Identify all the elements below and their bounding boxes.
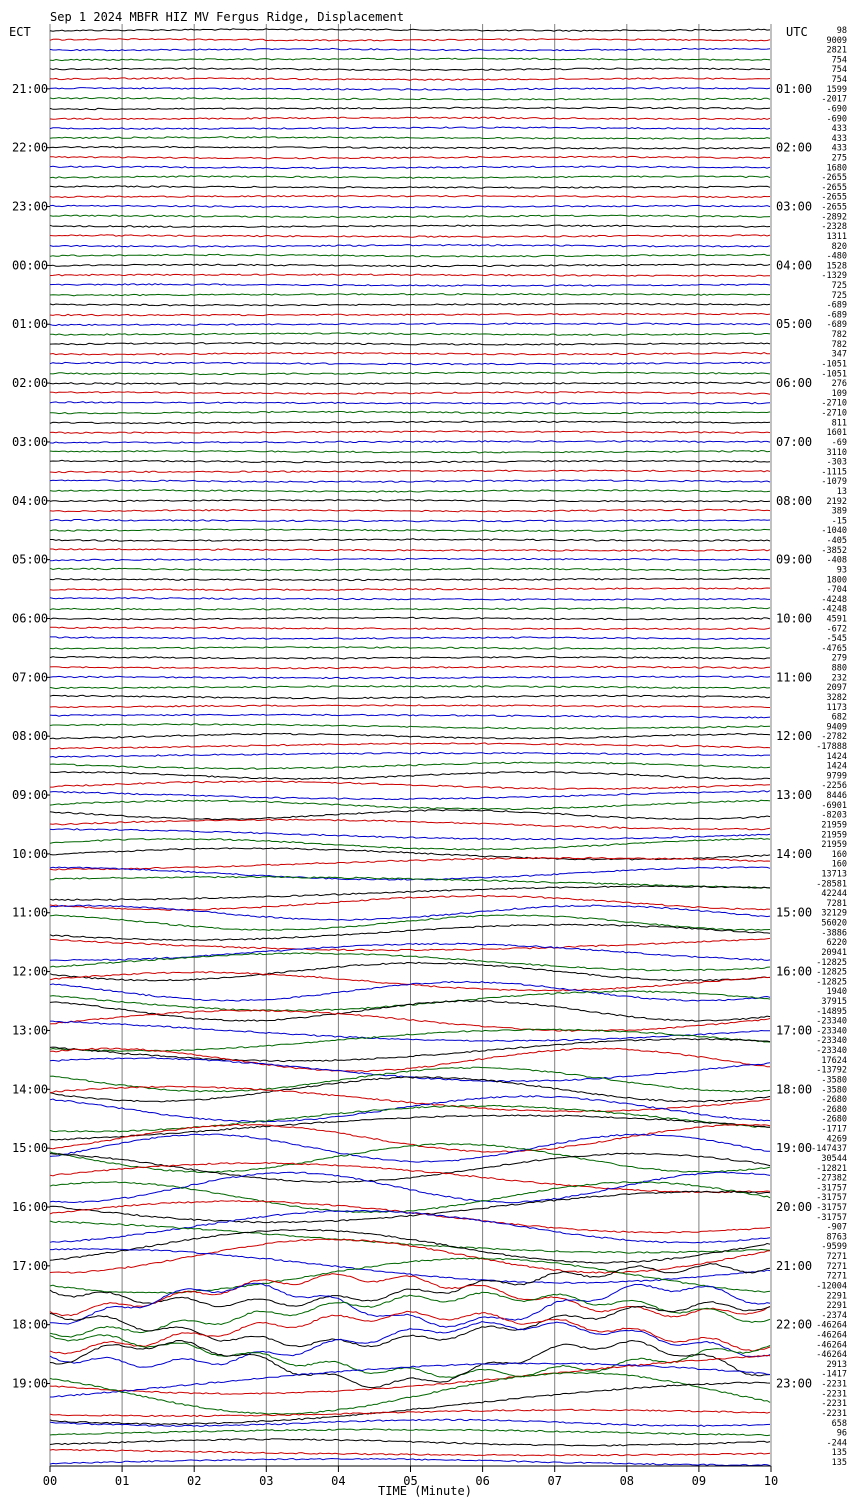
trace-scale-label: 433 xyxy=(831,124,847,135)
trace-scale-label: -12004 xyxy=(816,1281,847,1292)
left-hour-label: 06:00 xyxy=(12,611,49,626)
trace-scale-label: 725 xyxy=(831,281,847,292)
right-hour-label: 04:00 xyxy=(776,258,813,273)
trace-scale-label: -13792 xyxy=(816,1065,847,1076)
trace-scale-label: 275 xyxy=(831,153,847,164)
trace-scale-label: -2655 xyxy=(821,192,847,203)
trace-scale-label: 279 xyxy=(831,653,847,664)
trace-scale-label: -2655 xyxy=(821,182,847,193)
trace-scale-label: 9009 xyxy=(826,35,847,46)
trace-scale-label: 1680 xyxy=(826,163,847,174)
trace-scale-label: 682 xyxy=(831,712,847,723)
trace-scale-label: -9599 xyxy=(821,1242,847,1253)
trace-scale-label: -408 xyxy=(826,555,847,566)
trace-scale-label: -12825 xyxy=(816,977,847,988)
trace-scale-label: 754 xyxy=(831,75,847,86)
trace-scale-label: -2680 xyxy=(821,1095,847,1106)
trace-scale-label: -2017 xyxy=(821,94,847,105)
right-hour-label: 16:00 xyxy=(776,964,813,979)
trace-scale-label: 56020 xyxy=(821,918,847,929)
x-tick-label: 04 xyxy=(331,1474,346,1488)
right-hour-label: 09:00 xyxy=(776,552,813,567)
trace-scale-label: 1800 xyxy=(826,575,847,586)
trace-scale-label: 160 xyxy=(831,859,847,870)
left-hour-label: 18:00 xyxy=(12,1317,49,1332)
x-axis-title: TIME (Minute) xyxy=(378,1484,472,1498)
trace-scale-label: -8203 xyxy=(821,810,847,821)
trace-scale-label: -23340 xyxy=(816,1046,847,1057)
trace-scale-label: 276 xyxy=(831,379,847,390)
trace-scale-label: 820 xyxy=(831,241,847,252)
trace-scale-label: 9799 xyxy=(826,771,847,782)
trace-scale-label: 754 xyxy=(831,65,847,76)
trace-scale-label: 3282 xyxy=(826,692,847,703)
trace-scale-label: 1601 xyxy=(826,428,847,439)
left-hour-label: 22:00 xyxy=(12,140,49,155)
trace-scale-label: -46264 xyxy=(816,1320,847,1331)
left-hour-label: 17:00 xyxy=(12,1258,49,1273)
right-hour-label: 18:00 xyxy=(776,1082,813,1097)
right-hour-label: 08:00 xyxy=(776,493,813,508)
trace-scale-label: -689 xyxy=(826,310,847,321)
trace-scale-label: 135 xyxy=(831,1458,847,1468)
trace-scale-label: 4269 xyxy=(826,1134,847,1145)
trace-scale-label: -46264 xyxy=(816,1340,847,1351)
trace-scale-label: -689 xyxy=(826,300,847,311)
right-hour-label: 23:00 xyxy=(776,1376,813,1391)
right-hour-label: 15:00 xyxy=(776,905,813,920)
x-tick-label: 00 xyxy=(42,1474,58,1488)
trace-scale-label: 42244 xyxy=(821,889,847,900)
trace-scale-label: -46264 xyxy=(816,1330,847,1341)
trace-scale-label: 2097 xyxy=(826,683,847,694)
trace-scale-label: -23340 xyxy=(816,1026,847,1037)
right-hour-label: 21:00 xyxy=(776,1258,813,1273)
x-tick-label: 10 xyxy=(763,1474,779,1488)
trace-scale-label: 13713 xyxy=(821,869,847,880)
trace-scale-label: -2231 xyxy=(821,1408,847,1419)
trace-scale-label: 32129 xyxy=(821,908,847,919)
trace-scale-label: -689 xyxy=(826,320,847,331)
x-tick-label: 06 xyxy=(475,1474,490,1488)
trace-scale-label: 880 xyxy=(831,663,847,674)
left-hour-label: 16:00 xyxy=(12,1199,49,1214)
trace-scale-label: -545 xyxy=(826,634,847,645)
right-timezone-label: UTC xyxy=(786,25,808,39)
trace-scale-label: 7271 xyxy=(826,1271,847,1282)
right-hour-label: 13:00 xyxy=(776,788,813,803)
trace-scale-label: -2680 xyxy=(821,1104,847,1115)
left-hour-label: 19:00 xyxy=(12,1376,49,1391)
trace-scale-label: -907 xyxy=(826,1222,847,1233)
trace-scale-label: -1079 xyxy=(821,477,847,488)
trace-scale-label: 725 xyxy=(831,290,847,301)
trace-scale-label: -303 xyxy=(826,457,847,468)
right-hour-label: 22:00 xyxy=(776,1317,813,1332)
trace-scale-label: -2710 xyxy=(821,398,847,409)
left-hour-label: 03:00 xyxy=(12,434,49,449)
trace-scale-label: -1051 xyxy=(821,359,847,370)
trace-scale-label: -31757 xyxy=(816,1212,847,1223)
trace-scale-label: -1717 xyxy=(821,1124,847,1135)
trace-scale-label: 2913 xyxy=(826,1359,847,1370)
trace-scale-label: 389 xyxy=(831,506,847,517)
trace-scale-label: -31757 xyxy=(816,1202,847,1213)
trace-scale-label: 7281 xyxy=(826,898,847,909)
chart-title: Sep 1 2024 MBFR HIZ MV Fergus Ridge, Displacement xyxy=(50,10,405,24)
left-hour-label: 00:00 xyxy=(12,258,49,273)
x-tick-label: 05 xyxy=(403,1474,418,1488)
trace-scale-label: 9409 xyxy=(826,722,847,733)
trace-scale-label: 782 xyxy=(831,339,847,350)
trace-scale-label: 20941 xyxy=(821,947,847,958)
trace-scale-label: 1173 xyxy=(826,702,847,713)
left-hour-label: 11:00 xyxy=(12,905,49,920)
trace-scale-label: -3580 xyxy=(821,1075,847,1086)
trace-scale-label: -23340 xyxy=(816,1016,847,1027)
trace-scale-label: 21959 xyxy=(821,840,847,851)
trace-scale-label: 17624 xyxy=(821,1055,847,1066)
right-hour-label: 05:00 xyxy=(776,317,813,332)
trace-scale-label: -6901 xyxy=(821,800,847,811)
trace-scale-label: 2821 xyxy=(826,45,847,56)
right-hour-label: 19:00 xyxy=(776,1141,813,1156)
trace-scale-label: -2328 xyxy=(821,222,847,233)
trace-scale-label: 109 xyxy=(831,388,847,399)
trace-scale-label: 811 xyxy=(831,418,847,429)
x-tick-label: 03 xyxy=(259,1474,274,1488)
right-hour-label: 06:00 xyxy=(776,376,813,391)
trace-scale-label: -147437 xyxy=(811,1144,847,1155)
left-hour-label: 10:00 xyxy=(12,846,49,861)
trace-scale-label: -69 xyxy=(831,437,847,448)
trace-scale-label: -27382 xyxy=(816,1173,847,1184)
trace-scale-label: -2680 xyxy=(821,1114,847,1125)
trace-scale-label: -2655 xyxy=(821,173,847,184)
left-hour-label: 04:00 xyxy=(12,493,49,508)
left-hour-label: 09:00 xyxy=(12,788,49,803)
left-hour-label: 15:00 xyxy=(12,1141,49,1156)
trace-scale-label: -4248 xyxy=(821,604,847,615)
left-hour-label: 08:00 xyxy=(12,729,49,744)
x-tick-label: 08 xyxy=(619,1474,635,1488)
trace-scale-label: -3886 xyxy=(821,928,847,939)
right-hour-label: 17:00 xyxy=(776,1023,813,1038)
x-tick-label: 01 xyxy=(114,1474,130,1488)
trace-scale-label: -14895 xyxy=(816,1006,847,1017)
trace-scale-label: 21959 xyxy=(821,830,847,841)
trace-scale-label: -12821 xyxy=(816,1163,847,1174)
left-hour-label: 01:00 xyxy=(12,317,49,332)
trace-scale-label: 2291 xyxy=(826,1301,847,1312)
trace-scale-label: 1528 xyxy=(826,261,847,272)
trace-scale-label: 347 xyxy=(831,349,847,360)
trace-scale-label: -3852 xyxy=(821,545,847,556)
trace-scale-label: 1424 xyxy=(826,751,847,762)
right-hour-label: 12:00 xyxy=(776,729,813,744)
trace-scale-label: 21959 xyxy=(821,820,847,831)
trace-scale-label: -1115 xyxy=(821,467,847,478)
right-hour-label: 03:00 xyxy=(776,199,813,214)
left-hour-label: 14:00 xyxy=(12,1082,49,1097)
right-hour-label: 01:00 xyxy=(776,81,813,96)
trace-scale-label: 93 xyxy=(836,565,847,576)
trace-scale-label: 3110 xyxy=(826,447,847,458)
trace-scale-label: -3580 xyxy=(821,1085,847,1096)
trace-scale-label: 433 xyxy=(831,133,847,144)
trace-scale-label: 30544 xyxy=(821,1153,847,1164)
trace-scale-label: 160 xyxy=(831,849,847,860)
trace-scale-label: 2291 xyxy=(826,1291,847,1302)
right-hour-label: 14:00 xyxy=(776,846,813,861)
trace-scale-label: 7271 xyxy=(826,1261,847,1272)
trace-scale-label: 232 xyxy=(831,673,847,684)
trace-scale-label: -17888 xyxy=(816,742,847,752)
x-tick-label: 02 xyxy=(186,1474,202,1488)
trace-scale-label: -1329 xyxy=(821,271,847,282)
trace-scale-label: 37915 xyxy=(821,997,847,1008)
trace-scale-label: -244 xyxy=(826,1438,847,1449)
trace-scale-label: 4591 xyxy=(826,614,847,625)
trace-scale-label: -405 xyxy=(826,536,847,547)
left-hour-label: 13:00 xyxy=(12,1023,49,1038)
trace-scale-label: 1940 xyxy=(826,987,847,998)
trace-scale-label: -480 xyxy=(826,251,847,262)
trace-scale-label: -2231 xyxy=(821,1379,847,1390)
trace-scale-label: 13 xyxy=(836,486,847,497)
trace-scale-label: 98 xyxy=(836,26,847,36)
trace-scale-label: 2192 xyxy=(826,496,847,507)
trace-scale-label: -46264 xyxy=(816,1350,847,1361)
trace-scale-label: -12825 xyxy=(816,957,847,968)
trace-scale-label: 782 xyxy=(831,330,847,341)
trace-scale-label: 135 xyxy=(831,1448,847,1459)
trace-scale-label: -4765 xyxy=(821,643,847,654)
trace-scale-label: -15 xyxy=(831,516,847,527)
trace-scale-label: -2655 xyxy=(821,202,847,213)
trace-scale-label: -690 xyxy=(826,114,847,125)
right-hour-label: 20:00 xyxy=(776,1199,813,1214)
x-tick-label: 07 xyxy=(547,1474,562,1488)
trace-scale-label: 96 xyxy=(836,1428,847,1439)
trace-scale-label: 8446 xyxy=(826,791,847,802)
trace-scale-label: -31757 xyxy=(816,1183,847,1194)
trace-scale-label: -12825 xyxy=(816,967,847,978)
left-hour-label: 21:00 xyxy=(12,81,49,96)
trace-scale-label: -672 xyxy=(826,624,847,635)
trace-scale-label: 8763 xyxy=(826,1232,847,1243)
trace-scale-label: -690 xyxy=(826,104,847,115)
trace-scale-label: -2782 xyxy=(821,732,847,743)
x-tick-label: 09 xyxy=(691,1474,707,1488)
right-hour-label: 02:00 xyxy=(776,140,813,155)
left-hour-label: 23:00 xyxy=(12,199,49,214)
trace-scale-label: -23340 xyxy=(816,1036,847,1047)
trace-scale-label: -2231 xyxy=(821,1399,847,1410)
trace-scale-label: 754 xyxy=(831,55,847,66)
left-hour-label: 07:00 xyxy=(12,670,49,685)
left-hour-label: 05:00 xyxy=(12,552,49,567)
trace-scale-label: 1424 xyxy=(826,761,847,772)
trace-scale-label: -2892 xyxy=(821,212,847,223)
trace-scale-label: -704 xyxy=(826,585,847,596)
trace-scale-label: -28581 xyxy=(816,879,847,890)
trace-scale-label: -1417 xyxy=(821,1369,847,1380)
left-hour-label: 02:00 xyxy=(12,376,49,391)
trace-scale-label: -2231 xyxy=(821,1389,847,1400)
left-hour-label: 12:00 xyxy=(12,964,49,979)
trace-scale-label: -2710 xyxy=(821,408,847,419)
right-hour-label: 11:00 xyxy=(776,670,813,685)
trace-scale-label: -1051 xyxy=(821,369,847,380)
trace-scale-label: -31757 xyxy=(816,1193,847,1204)
trace-scale-label: 433 xyxy=(831,143,847,154)
right-hour-label: 07:00 xyxy=(776,434,813,449)
trace-scale-label: -2374 xyxy=(821,1310,847,1321)
trace-scale-label: 1599 xyxy=(826,84,847,95)
trace-scale-label: 658 xyxy=(831,1418,847,1429)
trace-scale-label: 1311 xyxy=(826,231,847,242)
trace-scale-label: -1040 xyxy=(821,526,847,537)
trace-scale-label: -4248 xyxy=(821,594,847,605)
trace-scale-label: 7271 xyxy=(826,1252,847,1263)
right-hour-label: 10:00 xyxy=(776,611,813,626)
trace-scale-label: 6220 xyxy=(826,938,847,949)
trace-scale-label: -2256 xyxy=(821,781,847,792)
left-timezone-label: ECT xyxy=(9,25,31,39)
